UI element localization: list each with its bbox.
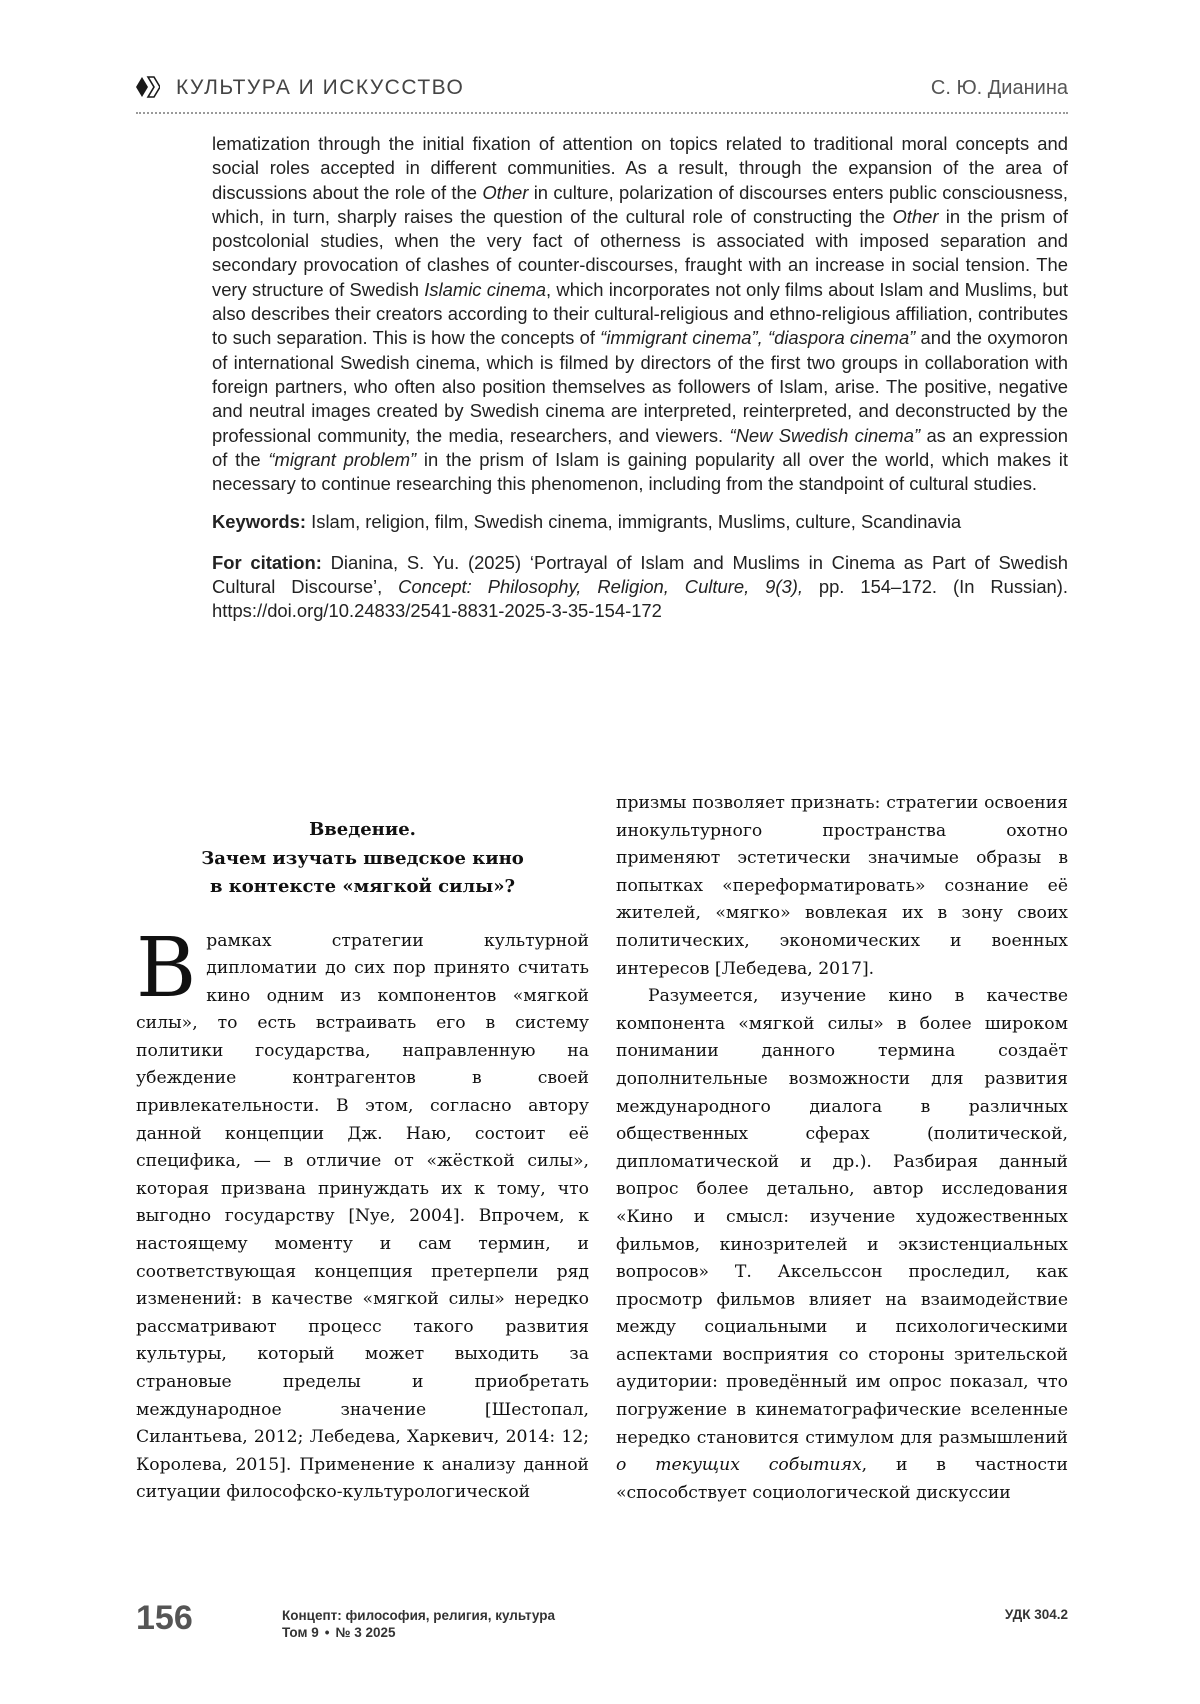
citation: For citation: Dianina, S. Yu. (2025) ‘Portrayal of Islam and Muslims in Cinema as Part of Swedish Cultural Discourse’, Concept: Philosophy, Religion, Culture, 9(3), pp. 154–172. (In Russian). https://doi.org/10.24833/2541-8831-2025-3-35-154-172 <box>212 551 1069 622</box>
english-abstract <box>212 132 1068 624</box>
journal-title: Концепт: философия, религия, культура <box>282 1608 556 1623</box>
page-number: 156 <box>136 1599 193 1637</box>
header-divider <box>136 112 1068 114</box>
article-right-column <box>616 790 1068 1507</box>
keywords-label: Keywords: <box>212 511 307 533</box>
section-title: КУЛЬТУРА И ИСКУССТВО <box>176 76 465 99</box>
running-author: С. Ю. Дианина <box>930 77 1068 99</box>
right-paragraph-2: Разумеется, изучение кино в качестве компонента «мягкой силы» в более широком понимании данного термина создаёт дополнительные возможности для развития международного диалога в различных общественных сферах (политической, дипломатической и др.). Разбирая данный вопрос более детально, автор исследования «Кино и смысл: изучение художественных фильмов, кинозрителей и экзистенциальных вопросов» Т. Аксельссон проследил, как просмотр фильмов влияет на взаимодействие между социальными и психологическими аспектами восприятия со стороны зрительской аудитории: проведённый им опрос показал, что погружение в кинематографические вселенные нередко становится стимулом для размышлений о текущих событиях, и в частности «способствует социологической дискуссии <box>616 986 1068 1503</box>
right-paragraph-1: призмы позволяет признать: стратегии освоения инокультурного пространства охотно применяют эстетически значимые образы в попытках «переформатировать» сознание её жителей, «мягко» вовлекая их в зону своих политических, экономических и военных интересов [Лебедева, 2017]. <box>616 793 1068 979</box>
abstract-text: lematization through the initial fixation of attention on topics related to traditional moral concepts and social roles accepted in different communities. As a result, through the expansion of the area of discussions about the role of the Other in culture, polarization of discourses enters public consciousness, which, in turn, sharply raises the question of the cultural role of constructing the Other in the prism of postcolonial studies, when the very fact of otherness is associated with imposed separation and secondary provocation of clashes of counter-discourses, fraught with an increase in social tension. The very structure of Swedish Islamic cinema, which incorporates not only films about Islam and Muslims, but also describes their creators according to their cultural-religious and ethno-religious affiliation, contributes to such separation. This is how the concepts of “immigrant cinema”, “diaspora cinema” and the oxymoron of international Swedish cinema, which is filmed by directors of the first two groups in collaboration with foreign partners, who often also position themselves as followers of Islam, arise. The positive, negative and neutral images created by Swedish cinema are interpreted, reinterpreted, and deconstructed by the professional community, the media, researchers, and viewers. “New Swedish cinema” as an expression of the “migrant problem” in the prism of Islam is gaining popularity all over the world, which makes it necessary to continue researching this phenomenon, including from the standpoint of cultural studies. <box>212 133 1069 495</box>
journal-volume: Том 9 <box>282 1625 319 1640</box>
journal-info: Концепт: философия, религия, культура Том 9 • № 3 2025 <box>282 1608 556 1640</box>
journal-issue: № 3 2025 <box>335 1625 396 1640</box>
article-left-column <box>136 790 589 1507</box>
citation-label: For citation: <box>212 551 322 573</box>
drop-cap: В <box>136 920 197 1016</box>
journal-logo-icon <box>136 76 160 98</box>
keywords <box>212 510 1068 534</box>
intro-paragraph: Врамках стратегии культурной дипломатии до сих пор принято считать кино одним из компонентов «мягкой силы», то есть встраивать его в систему политики государства, направленную на убеждение контрагентов в своей привлекательности. В этом, согласно автору данной концепции Дж. Наю, состоит её специфика, — в отличие от «жёсткой силы», которая призвана принуждать их к тому, что выгодно государству [Nye, 2004]. Впрочем, к настоящему моменту и сам термин, и соответствующая концепция претерпели ряд изменений: в качестве «мягкой силы» нередко рассматривают процесс такого развития культуры, который может выходить за страновые пределы и приобретать международное значение [Шестопал, Силантьева, 2012; Лебедева, Харкевич, 2014: 12; Королева, 2015]. Применение к анализу данной ситуации философско-культурологической <box>136 920 589 1503</box>
udc-code: УДК 304.2 <box>1004 1607 1068 1622</box>
keywords-text: Islam, religion, film, Swedish cinema, immigrants, Muslims, culture, Scandinavia <box>306 511 962 533</box>
section-heading: Введение. Зачем изучать шведское кино в контексте «мягкой силы»? <box>201 819 524 897</box>
running-header <box>136 71 1068 105</box>
